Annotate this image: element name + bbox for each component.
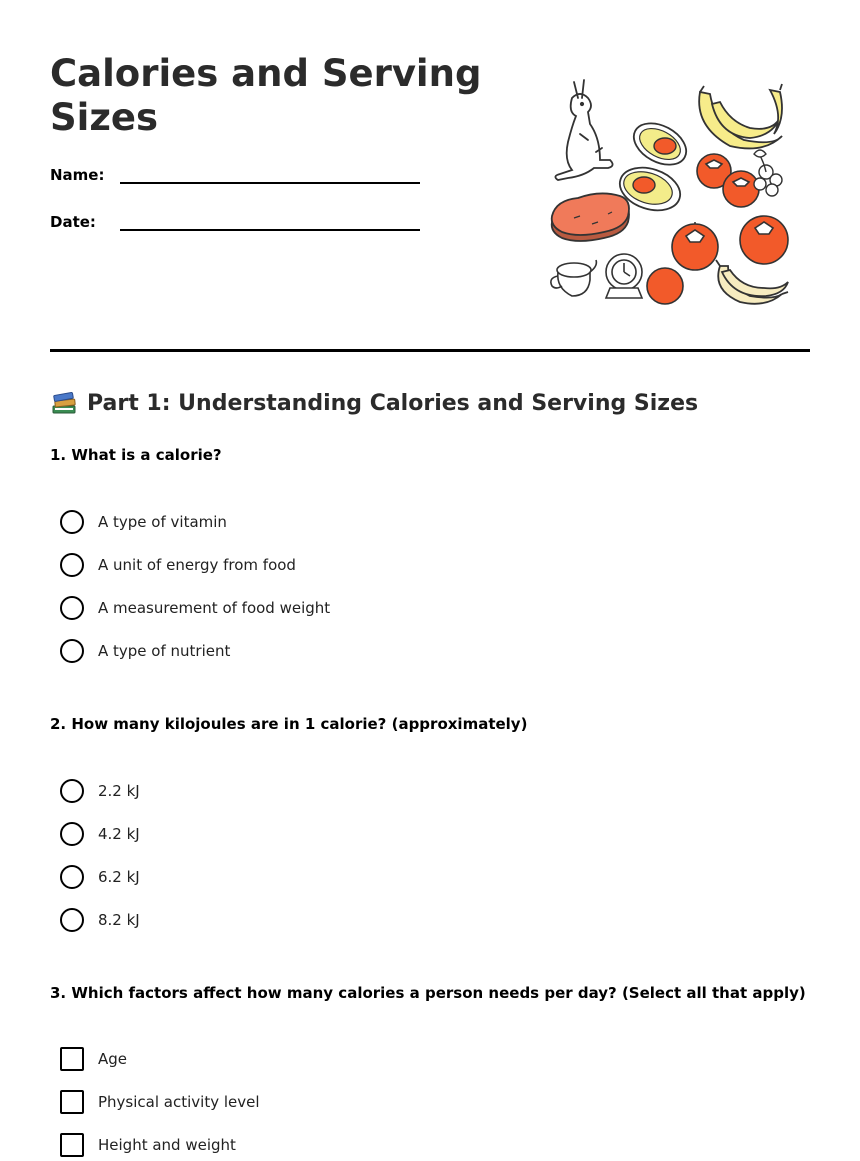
option-label: A unit of energy from food [98,556,296,574]
option-label: A measurement of food weight [98,599,331,617]
q2-option-3[interactable] [60,864,140,890]
steak-icon [552,193,629,241]
section-divider [50,349,810,352]
option-label: A type of nutrient [98,642,231,660]
radio-button[interactable] [60,865,84,889]
option-label: Height and weight [98,1136,236,1154]
radio-button[interactable] [60,553,84,577]
q2-option-1[interactable] [60,778,140,804]
q3-option-2[interactable] [60,1089,260,1115]
cup-icon [551,260,597,296]
banana-bunch-icon [699,84,782,148]
question-2-text: 2. How many kilojoules are in 1 calorie? (approximately) [50,715,528,733]
option-label: Physical activity level [98,1093,260,1111]
radio-button[interactable] [60,779,84,803]
radio-button[interactable] [60,510,84,534]
section-heading [50,388,698,420]
question-3-text: 3. Which factors affect how many calories a person needs per day? (Select all that apply) [50,984,806,1002]
option-label: Age [98,1050,128,1068]
radio-button[interactable] [60,596,84,620]
date-input-line[interactable] [120,229,420,231]
avocado-icon [627,115,693,173]
food-illustration [544,76,794,312]
orange-icon [647,268,683,304]
kitchen-scale-icon [606,254,642,298]
name-field[interactable] [50,160,420,190]
checkbox[interactable] [60,1090,84,1114]
option-label: A type of vitamin [98,513,227,531]
q1-option-2[interactable] [60,552,296,578]
name-input-line[interactable] [120,182,420,184]
q1-option-4[interactable] [60,638,230,664]
page-title: Calories and Serving Sizes [50,52,482,139]
option-label: 2.2 kJ [98,782,140,800]
option-label: 4.2 kJ [98,825,140,843]
section-heading-text: Part 1: Understanding Calories and Serving Sizes [87,391,699,416]
tomato-pair-icon [672,216,788,270]
kangaroo-icon [555,80,612,180]
question-1-text: 1. What is a calorie? [50,446,222,464]
option-label: 6.2 kJ [98,868,140,886]
q1-option-1[interactable] [60,509,227,535]
radio-button[interactable] [60,639,84,663]
books-icon [50,391,78,417]
q2-option-2[interactable] [60,821,140,847]
q2-option-4[interactable] [60,907,140,933]
tomato-icon [697,154,759,207]
radio-button[interactable] [60,822,84,846]
flower-icon [754,150,782,196]
bananas-icon [716,260,788,304]
q3-option-3[interactable] [60,1132,236,1158]
radio-button[interactable] [60,908,84,932]
checkbox[interactable] [60,1047,84,1071]
q3-option-1[interactable] [60,1046,127,1072]
option-label: 8.2 kJ [98,911,140,929]
date-field[interactable] [50,207,420,237]
checkbox[interactable] [60,1133,84,1157]
q1-option-3[interactable] [60,595,330,621]
date-label: Date: [50,213,96,231]
name-label: Name: [50,166,105,184]
